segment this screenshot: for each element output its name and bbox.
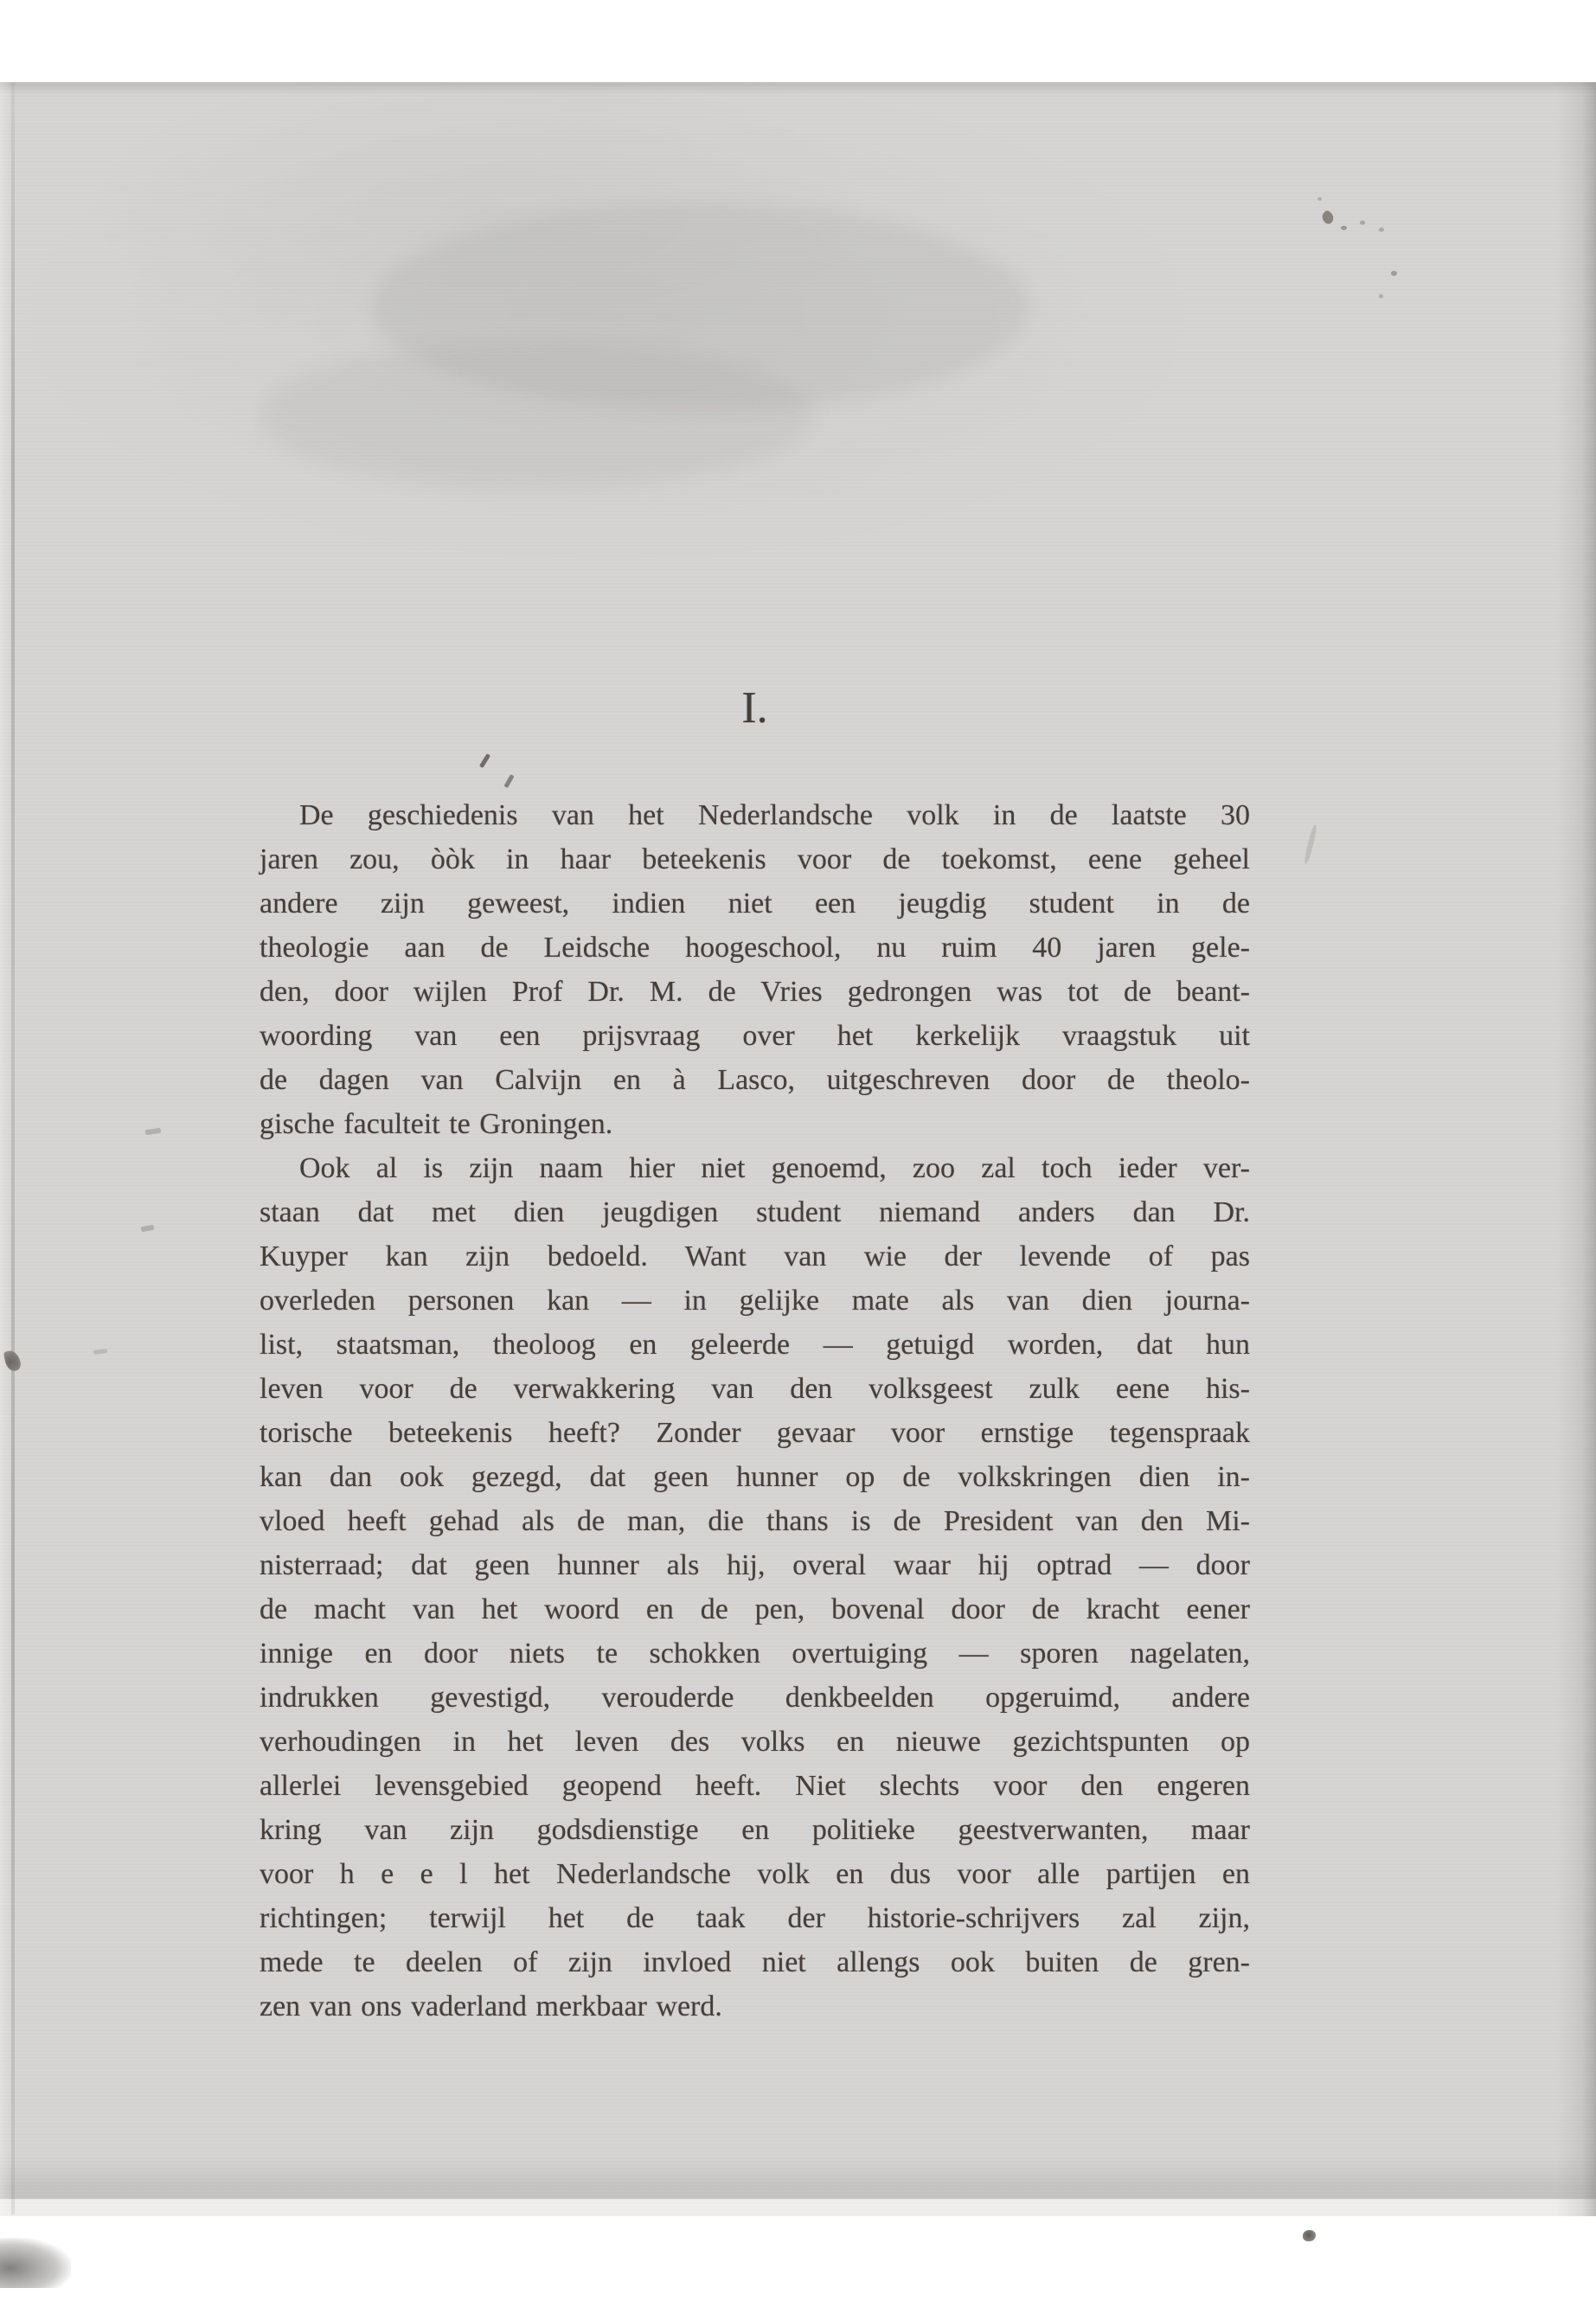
margin-smudge (93, 1349, 107, 1355)
text-line: andere zijn geweest, indien niet een jeugdig student in de (260, 888, 1250, 920)
text-line: theologie aan de Leidsche hoogeschool, nu ruim 40 jaren gele- (260, 932, 1250, 964)
bleed-through-stain (260, 342, 813, 489)
text-line: de dagen van Calvijn en à Lasco, uitgeschreven door de theolo- (260, 1064, 1250, 1096)
text-line: woording van een prijsvraag over het kerkelijk vraagstuk uit (260, 1020, 1250, 1052)
pen-mark (503, 774, 514, 788)
ink-speck (1379, 228, 1384, 232)
text-line: torische beteekenis heeft? Zonder gevaar voor ernstige tegenspraak (260, 1417, 1250, 1449)
text-line: list, staatsman, theoloog en geleerde — getuigd worden, dat hun (260, 1329, 1250, 1361)
text-line: De geschiedenis van het Nederlandsche volk in de laatste 30 (299, 799, 1250, 831)
text-line: kan dan ook gezegd, dat geen hunner op de volkskringen dien in- (260, 1461, 1250, 1493)
text-line: indrukken gevestigd, verouderde denkbeelden opgeruimd, andere (260, 1682, 1250, 1714)
margin-smudge (141, 1225, 155, 1233)
text-line: Ook al is zijn naam hier niet genoemd, zoo zal toch ieder ver- (299, 1152, 1250, 1184)
text-line: nisterraad; dat geen hunner als hij, overal waar hij optrad — door (260, 1549, 1250, 1581)
ink-speck (1379, 294, 1383, 298)
text-line: vloed heeft gehad als de man, die thans is de President van den Mi- (260, 1505, 1250, 1537)
text-line: overleden personen kan — in gelijke mate als van dien journa- (260, 1285, 1250, 1317)
page-edge-seam (11, 82, 15, 2214)
text-line: leven voor de verwakkering van den volksgeest zulk eene his- (260, 1373, 1250, 1405)
margin-smudge (145, 1128, 162, 1135)
text-line: innige en door niets te schokken overtuiging — sporen nagelaten, (260, 1638, 1250, 1670)
ink-speck (1360, 221, 1365, 225)
text-line: voor h e e l het Nederlandsche volk en dus voor alle partijen en (260, 1858, 1250, 1890)
text-line: zen van ons vaderland merkbaar werd. (260, 1990, 722, 2022)
ink-dot (1303, 2230, 1316, 2241)
text-line: verhoudingen in het leven des volks en nieuwe gezichtspunten op (260, 1726, 1250, 1758)
text-line: den, door wijlen Prof Dr. M. de Vries gedrongen was tot de beant- (260, 976, 1250, 1008)
text-line: richtingen; terwijl het de taak der historie-schrijvers zal zijn, (260, 1902, 1250, 1934)
body-text (260, 793, 1250, 2029)
text-line: staan dat met dien jeugdigen student niemand anders dan Dr. (260, 1196, 1250, 1228)
text-line: gische faculteit te Groningen. (260, 1108, 613, 1140)
text-line: Kuyper kan zijn bedoeld. Want van wie der levende of pas (260, 1240, 1250, 1272)
margin-smudge (1304, 824, 1318, 864)
text-line: jaren zou, òòk in haar beteekenis voor de toekomst, eene geheel (260, 843, 1250, 875)
scanned-book-page (0, 82, 1596, 2216)
chapter-heading: I. (741, 683, 768, 733)
ink-speck (1317, 197, 1322, 201)
ink-speck (1319, 209, 1336, 226)
ink-speck (1341, 226, 1347, 230)
text-line: mede te deelen of zijn invloed niet allengs ook buiten de gren- (260, 1946, 1250, 1978)
pen-mark (479, 753, 490, 768)
ink-speck (1391, 271, 1397, 276)
text-line: allerlei levensgebied geopend heeft. Niet slechts voor den engeren (260, 1770, 1250, 1802)
corner-stain (0, 2238, 71, 2288)
text-line: kring van zijn godsdienstige en politieke geestverwanten, maar (260, 1814, 1250, 1846)
text-line: de macht van het woord en de pen, bovenal door de kracht eener (260, 1593, 1250, 1625)
